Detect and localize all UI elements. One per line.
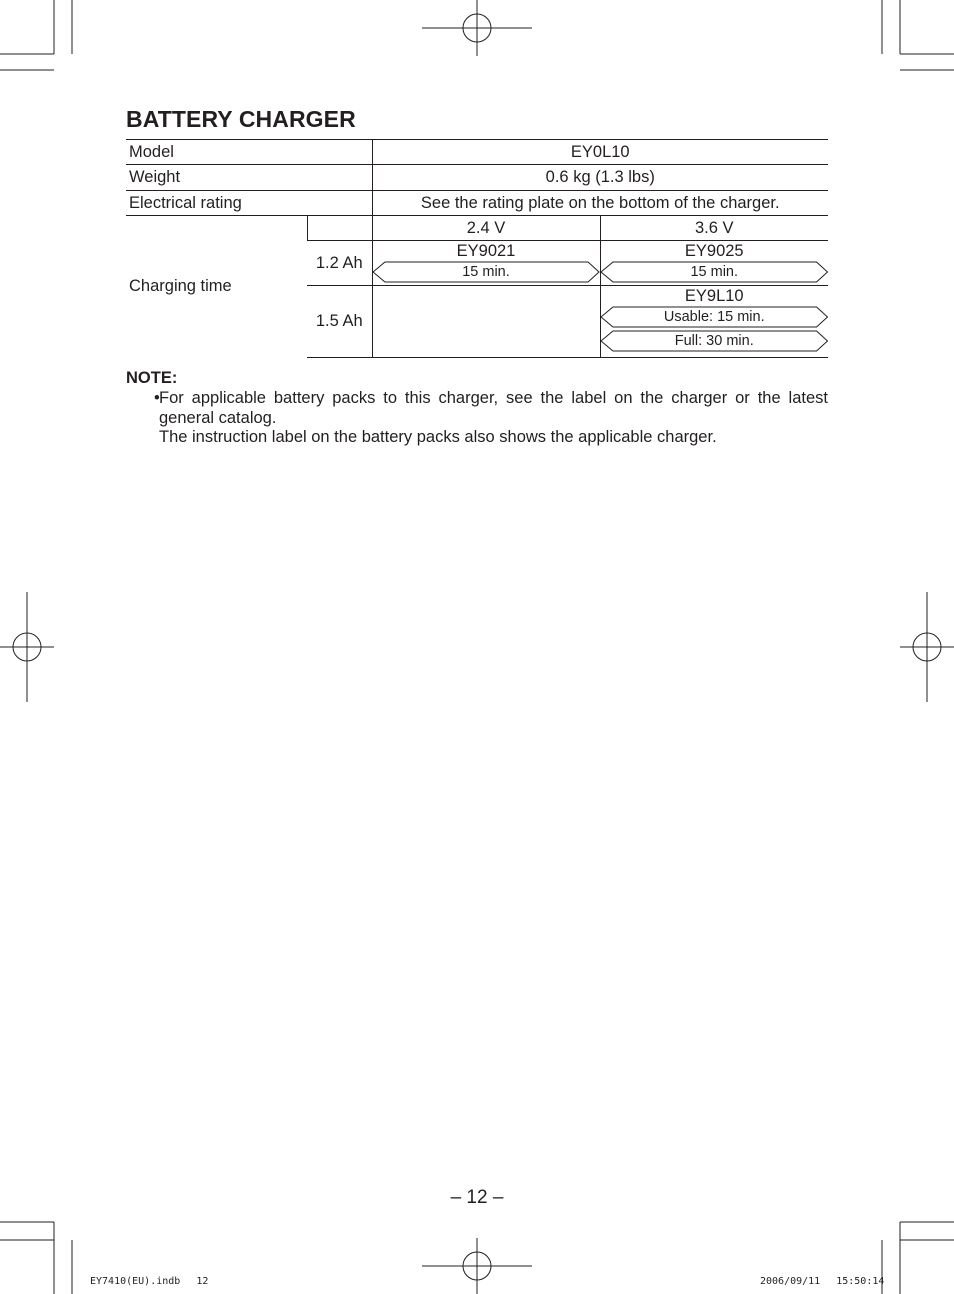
- note-heading: NOTE:: [126, 369, 178, 387]
- charge-cell: [600, 241, 828, 286]
- battery-model: EY9021: [456, 242, 516, 260]
- time-badge: [601, 306, 829, 328]
- note-paragraph: The instruction label on the battery packs also shows the applicable charger.: [159, 428, 717, 446]
- table-row: [126, 216, 828, 241]
- empty-cell: [372, 286, 600, 358]
- voltage-header: 3.6 V: [600, 216, 828, 241]
- capacity-label: 1.5 Ah: [307, 286, 372, 358]
- model-label: Model: [126, 140, 372, 165]
- charge-time: Usable: 15 min.: [663, 309, 765, 325]
- charge-time: 15 min.: [690, 264, 739, 280]
- time-badge: [601, 261, 829, 283]
- bullet-marker: •: [154, 389, 160, 407]
- charge-time: 15 min.: [462, 264, 510, 280]
- charger-spec-table: [126, 139, 828, 358]
- date-slug: 2006/09/11 15:50:14: [760, 1276, 885, 1287]
- battery-model: EY9025: [684, 242, 744, 260]
- section-title: BATTERY CHARGER: [126, 106, 356, 132]
- time-badge: [601, 330, 829, 352]
- note-paragraph: For applicable battery packs to this charger, see the label on the charger or the latest general catalog.: [159, 389, 828, 427]
- time-badge: [373, 261, 600, 283]
- weight-value: 0.6 kg (1.3 lbs): [372, 165, 828, 191]
- battery-model: EY9L10: [684, 287, 744, 305]
- weight-label: Weight: [126, 165, 372, 191]
- charge-cell: [372, 241, 600, 286]
- page-number: – 12 –: [450, 1187, 504, 1208]
- model-value: EY0L10: [372, 140, 828, 165]
- rating-value: See the rating plate on the bottom of the charger.: [372, 191, 828, 216]
- charging-time-label: Charging time: [126, 216, 307, 358]
- charge-time: Full: 30 min.: [674, 333, 754, 349]
- note-body: [159, 389, 828, 448]
- table-row: [126, 191, 828, 216]
- rating-label: Electrical rating: [126, 191, 372, 216]
- voltage-header: 2.4 V: [372, 216, 600, 241]
- charge-cell: [600, 286, 828, 358]
- capacity-label: 1.2 Ah: [307, 241, 372, 286]
- file-slug: EY7410(EU).indb 12: [90, 1276, 209, 1287]
- table-row: [126, 165, 828, 191]
- empty-cell: [307, 216, 372, 241]
- table-row: [126, 140, 828, 165]
